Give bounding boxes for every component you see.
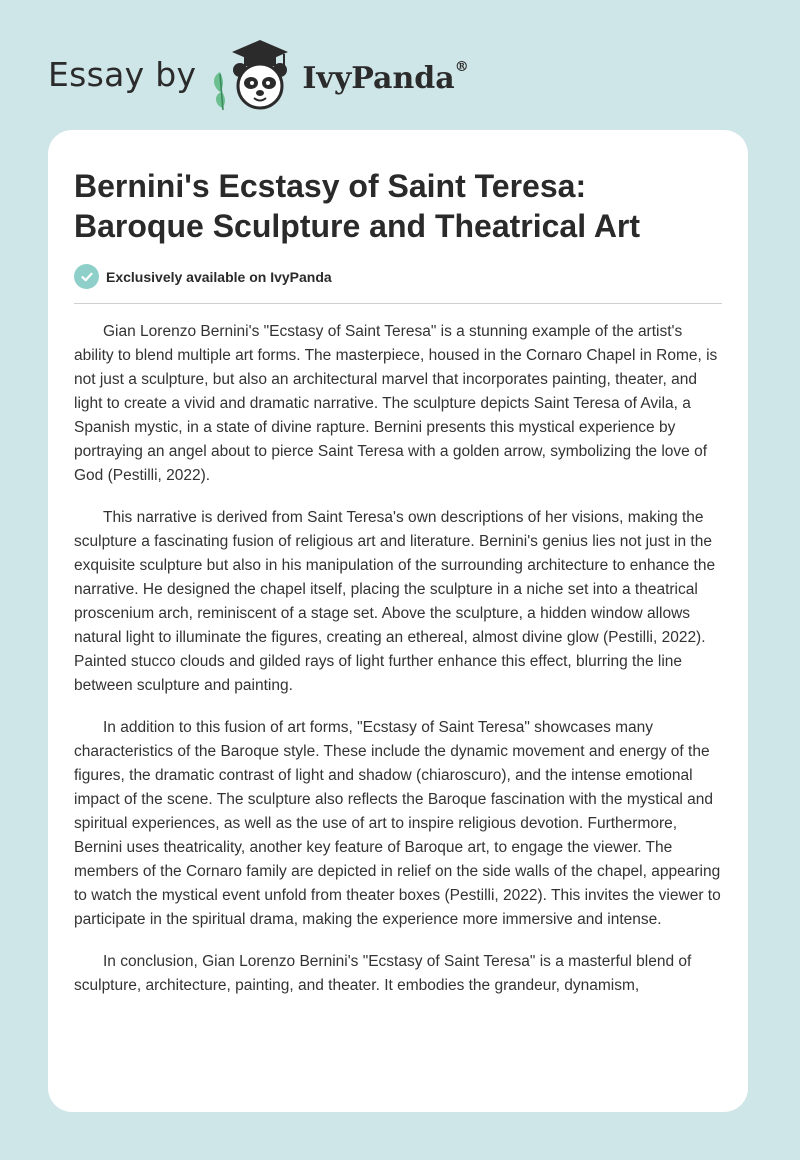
brand-name[interactable] xyxy=(302,58,469,96)
registered-mark: ® xyxy=(454,58,469,75)
site-header xyxy=(48,34,469,114)
essay-title: Bernini's Ecstasy of Saint Teresa: Baroque Sculpture and Theatrical Art xyxy=(74,168,641,244)
exclusive-badge xyxy=(74,264,332,289)
panda-graduate-logo-icon[interactable] xyxy=(206,34,298,114)
essay-body xyxy=(74,320,724,1016)
essay-card xyxy=(48,130,748,1112)
paragraph: This narrative is derived from Saint Teresa's own descriptions of her visions, making the sculpture a fascinating fusion of religious art and literature. Bernini's genius lies not just in the exquisite sculpture but also in his manipulation of the surrounding architecture to enhance the narrative. He designed the chapel itself, placing the sculpture in a niche set into a theatrical proscenium arch, reminiscent of a stage set. Above the sculpture, a hidden window allows natural light to illuminate the figures, creating an ethereal, almost divine glow (Pestilli, 2022). Painted stucco clouds and gilded rays of light further enhance this effect, blurring the line between sculpture and painting. xyxy=(74,509,716,694)
divider xyxy=(74,303,722,304)
paragraph: In conclusion, Gian Lorenzo Bernini's "Ecstasy of Saint Teresa" is a masterful blend of sculpture, architecture, painting, and theater. It embodies the grandeur, dynamism, xyxy=(74,953,692,994)
paragraph: In addition to this fusion of art forms, "Ecstasy of Saint Teresa" showcases many characteristics of the Baroque style. These include the dynamic movement and energy of the figures, the dramatic contrast of light and shadow (chiaroscuro), and the intense emotional impact of the scene. The sculpture also reflects the Baroque fascination with the mystical and spiritual experiences, as well as the use of art to inspire religious devotion. Furthermore, Bernini uses theatricality, another key feature of Baroque art, to engage the viewer. The members of the Cornaro family are depicted in relief on the side walls of the chapel, appearing to watch the mystical event unfold from theater boxes (Pestilli, 2022). This invites the viewer to participate in the spiritual drama, making the experience more immersive and intense. xyxy=(74,719,721,928)
ivy-leaf-icon xyxy=(214,72,225,110)
paragraph: Gian Lorenzo Bernini's "Ecstasy of Saint Teresa" is a stunning example of the artist's ability to blend multiple art forms. The masterpiece, housed in the Cornaro Chapel in Rome, is not just a sculpture, but also an architectural marvel that incorporates painting, theater, and light to create a vivid and dramatic narrative. The sculpture depicts Saint Teresa of Avila, a Spanish mystic, in a state of divine rapture. Bernini presents this mystical experience by portraying an angel about to pierce Saint Teresa with a golden arrow, symbolizing the love of God (Pestilli, 2022). xyxy=(74,323,718,484)
essay-by-label: Essay by xyxy=(48,54,197,94)
brand-label: IvyPanda xyxy=(302,60,455,96)
exclusive-badge-label: Exclusively available on IvyPanda xyxy=(106,268,332,285)
check-icon xyxy=(74,264,99,289)
